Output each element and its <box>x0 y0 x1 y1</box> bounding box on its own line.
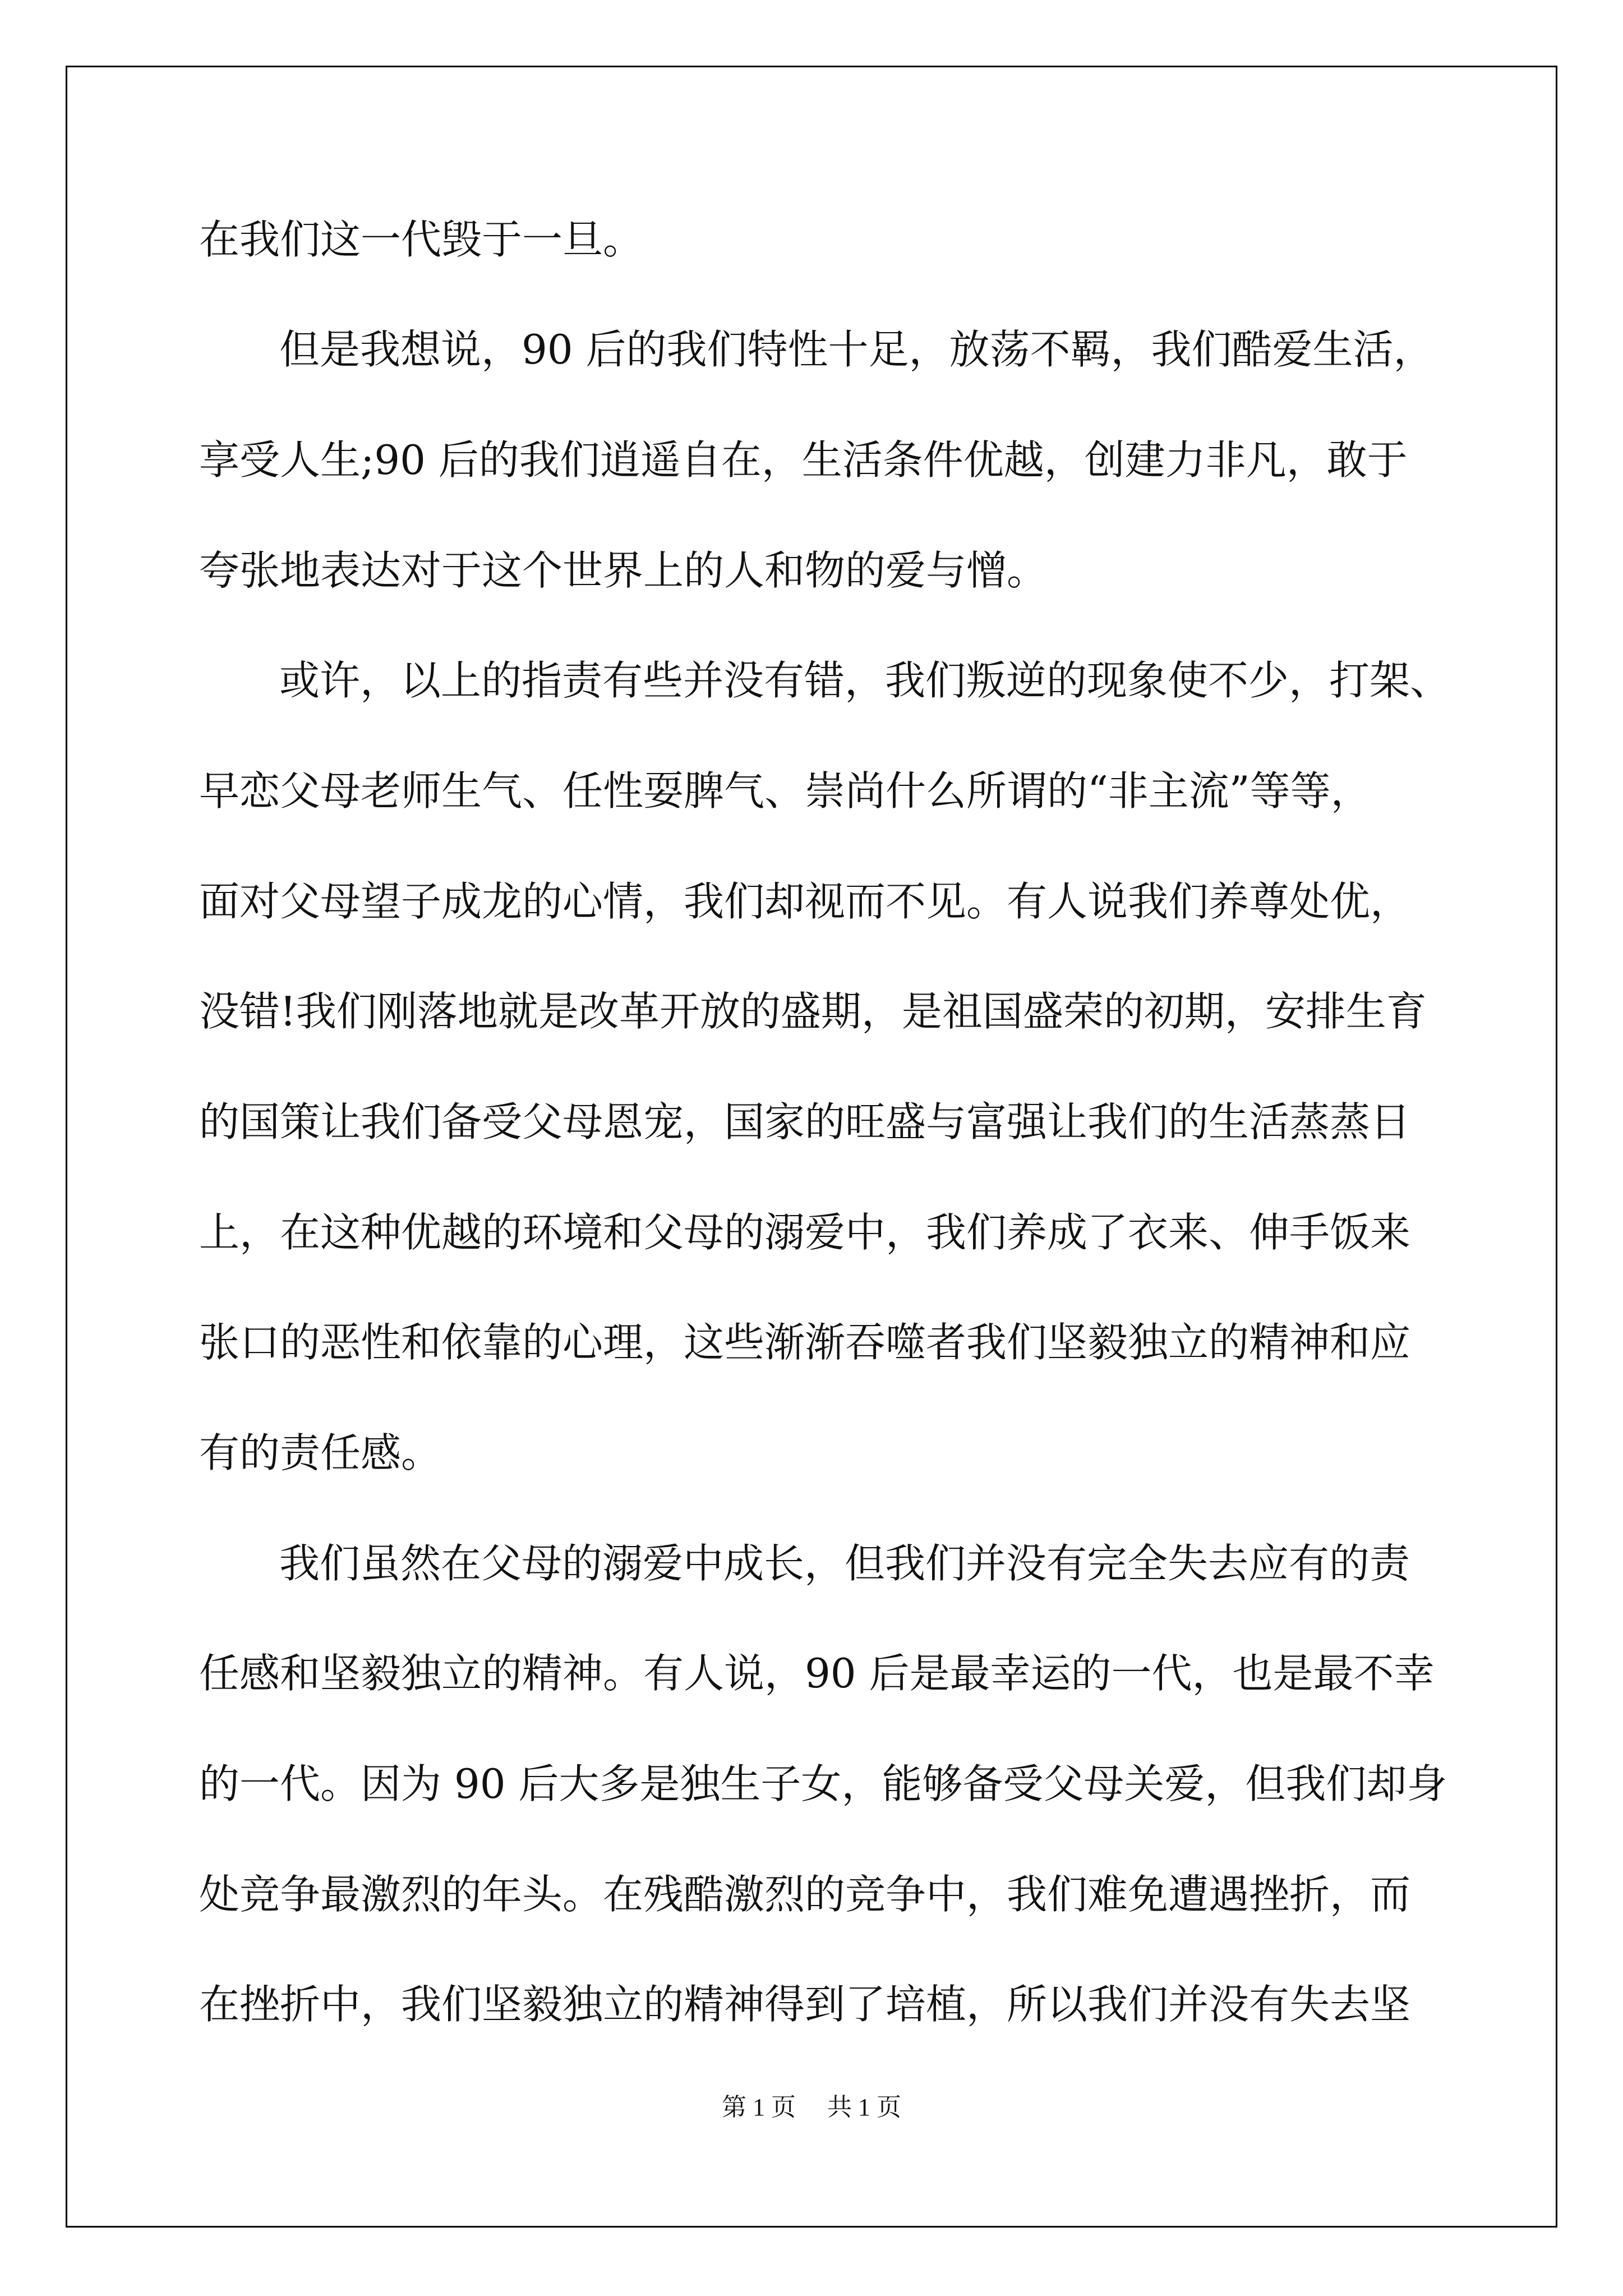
text-line-15: 的一代。因为 90 后大多是独生子女，能够备受父母关爱，但我们却身 <box>199 1760 1447 1807</box>
text-line-14: 任感和坚毅独立的精神。有人说，90 后是最幸运的一代，也是最不幸 <box>199 1650 1435 1697</box>
text-line-4: 夸张地表达对于这个世界上的人和物的爱与憎。 <box>199 547 1048 594</box>
text-line-6: 早恋父母老师生气、任性耍脾气、崇尚什么所谓的“非主流”等等， <box>199 767 1371 815</box>
page-number: 第 1 页 <box>722 2093 796 2121</box>
text-line-13: 我们虽然在父母的溺爱中成长，但我们并没有完全失去应有的责 <box>279 1540 1410 1587</box>
text-line-2: 但是我想说，90 后的我们特性十足，放荡不羁，我们酷爱生活， <box>279 326 1434 373</box>
page-footer <box>0 2087 1623 2123</box>
text-line-5: 或许，以上的指责有些并没有错，我们叛逆的现象使不少，打架、 <box>279 657 1451 704</box>
text-line-3: 享受人生;90 后的我们逍遥自在，生活条件优越，创建力非凡，敢于 <box>199 436 1408 484</box>
text-line-10: 上，在这种优越的环境和父母的溺爱中，我们养成了衣来、伸手饭来 <box>199 1209 1411 1256</box>
text-line-12: 有的责任感。 <box>199 1429 442 1476</box>
page-total: 共 1 页 <box>827 2093 901 2121</box>
text-line-16: 处竞争最激烈的年头。在残酷激烈的竞争中，我们难免遭遇挫折，而 <box>199 1871 1411 1918</box>
text-line-17: 在挫折中，我们坚毅独立的精神得到了培植，所以我们并没有失去坚 <box>199 1981 1411 2028</box>
text-line-1: 在我们这一代毁于一旦。 <box>199 216 644 263</box>
text-line-7: 面对父母望子成龙的心情，我们却视而不见。有人说我们养尊处优， <box>199 878 1411 925</box>
text-line-8: 没错!我们刚落地就是改革开放的盛期，是祖国盛荣的初期，安排生育 <box>199 988 1427 1035</box>
text-line-9: 的国策让我们备受父母恩宠，国家的旺盛与富强让我们的生活蒸蒸日 <box>199 1098 1411 1145</box>
text-line-11: 张口的恶性和依靠的心理，这些渐渐吞噬者我们坚毅独立的精神和应 <box>199 1319 1411 1366</box>
